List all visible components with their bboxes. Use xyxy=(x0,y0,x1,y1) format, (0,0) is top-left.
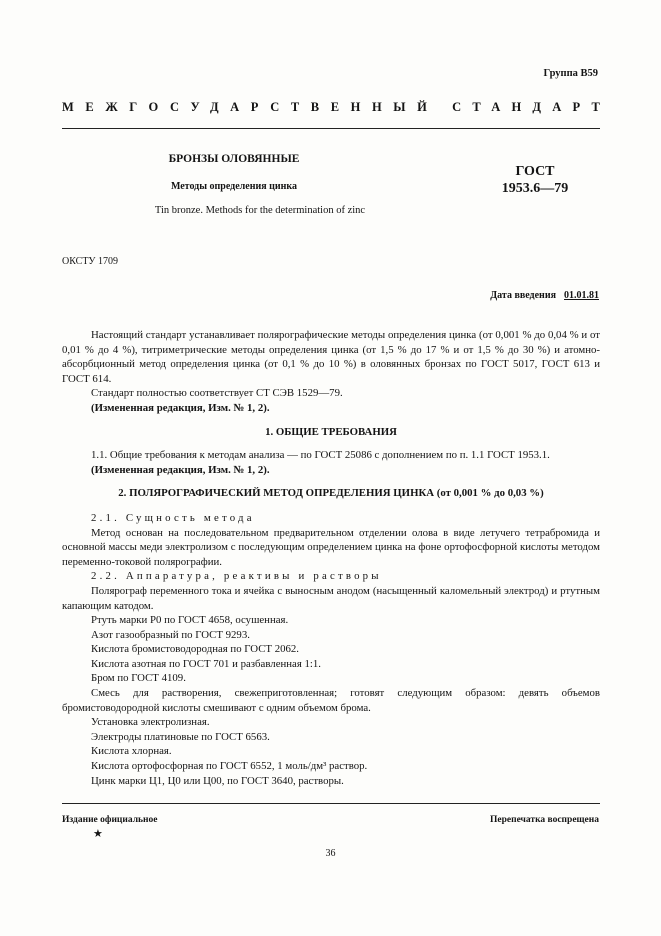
page-number: 36 xyxy=(325,848,336,859)
banner-standard: СТАНДАРТ xyxy=(452,100,611,114)
document-subtitle: Методы определения цинка xyxy=(170,181,298,192)
banner-interstate: МЕЖГОСУДАРСТВЕННЫЙ xyxy=(62,100,439,114)
gost-number: 1953.6—79 xyxy=(501,181,569,196)
equipment-item: Полярограф переменного тока и ячейка с выносным анодом (насыщенный каломельный электрод) и ртутным капающим катодом. xyxy=(62,584,600,612)
clause-1-1-amendment: (Измененная редакция, Изм. № 1, 2). xyxy=(91,463,270,476)
clause-2-1-text: Метод основан на последовательном предварительном отделении олова в виде летучего тетрабромида и основной массы меди электролизом с последующим определением цинка на фоне ортофосфорной кислоты методом переменно-токовой полярографии. xyxy=(62,526,600,568)
introduction-date-value: 01.01.81 xyxy=(564,290,599,301)
okstu-code: ОКСТУ 1709 xyxy=(62,256,119,267)
group-code: Группа В59 xyxy=(543,68,598,79)
equipment-item: Кислота бромистоводородная по ГОСТ 2062. xyxy=(91,643,300,656)
star-icon: ★ xyxy=(93,828,103,840)
introduction-date xyxy=(490,290,599,301)
clause-1-1: 1.1. Общие требования к методам анализа — по ГОСТ 25086 с дополнением по п. 1.1 ГОСТ 1953.1. xyxy=(91,449,550,462)
equipment-item: Электроды платиновые по ГОСТ 6563. xyxy=(91,730,270,743)
footer-rule xyxy=(62,803,600,804)
official-edition: Издание официальное xyxy=(62,815,158,825)
scope-paragraph: Настоящий стандарт устанавливает полярографические методы определения цинка (от 0,001 % до 0,04 % и от 0,01 % до 4 %), титриметрические методы определения цинка (от 1,5 % до 17 % и от 1,5 % до 30 %) и атомно-абсорбционный метод определения цинка (от 0,1 % до 10 %) в оловянных бронзах по ГОСТ 5017, ГОСТ 613 и ГОСТ 614. xyxy=(62,329,600,385)
amendment-note: (Измененная редакция, Изм. № 1, 2). xyxy=(91,401,270,414)
section-1-heading: 1. ОБЩИЕ ТРЕБОВАНИЯ xyxy=(265,425,397,438)
equipment-item: Смесь для растворения, свежеприготовленная; готовят следующим образом: девять объемов бромистоводородной кислоты смешивают с одним объемом брома. xyxy=(62,687,600,714)
equipment-item: Цинк марки Ц1, Ц0 или Ц00, по ГОСТ 3640, растворы. xyxy=(91,774,344,787)
equipment-item: Азот газообразный по ГОСТ 9293. xyxy=(91,628,250,641)
equipment-item: Установка электролизная. xyxy=(91,716,210,729)
clause-2-1-heading: 2.1. Сущность метода xyxy=(91,511,255,524)
gost-label: ГОСТ xyxy=(515,164,555,179)
document-body xyxy=(62,328,600,788)
equipment-item: Бром по ГОСТ 4109. xyxy=(91,672,186,685)
equipment-item: Ртуть марки Р0 по ГОСТ 4658, осушенная. xyxy=(91,614,289,627)
cmea-compliance: Стандарт полностью соответствует СТ СЭВ 1529—79. xyxy=(91,387,343,400)
equipment-item: Кислота хлорная. xyxy=(91,745,172,758)
section-2-heading: 2. ПОЛЯРОГРАФИЧЕСКИЙ МЕТОД ОПРЕДЕЛЕНИЯ ЦИНКА (от 0,001 % до 0,03 %) xyxy=(118,487,544,500)
english-title: Tin bronze. Methods for the determination of zinc xyxy=(154,205,366,216)
gost-designation xyxy=(470,163,600,197)
equipment-item: Кислота азотная по ГОСТ 701 и разбавленная 1:1. xyxy=(91,657,321,670)
standard-banner xyxy=(62,100,611,115)
equipment-item: Кислота ортофосфорная по ГОСТ 6552, 1 моль/дм³ раствор. xyxy=(91,760,368,773)
document-title: БРОНЗЫ ОЛОВЯННЫЕ xyxy=(168,153,300,165)
clause-2-2-heading: 2.2. Аппаратура, реактивы и растворы xyxy=(91,570,382,583)
reprint-prohibited: Перепечатка воспрещена xyxy=(489,815,599,825)
header-rule xyxy=(62,128,600,129)
introduction-date-label: Дата введения xyxy=(490,290,556,301)
